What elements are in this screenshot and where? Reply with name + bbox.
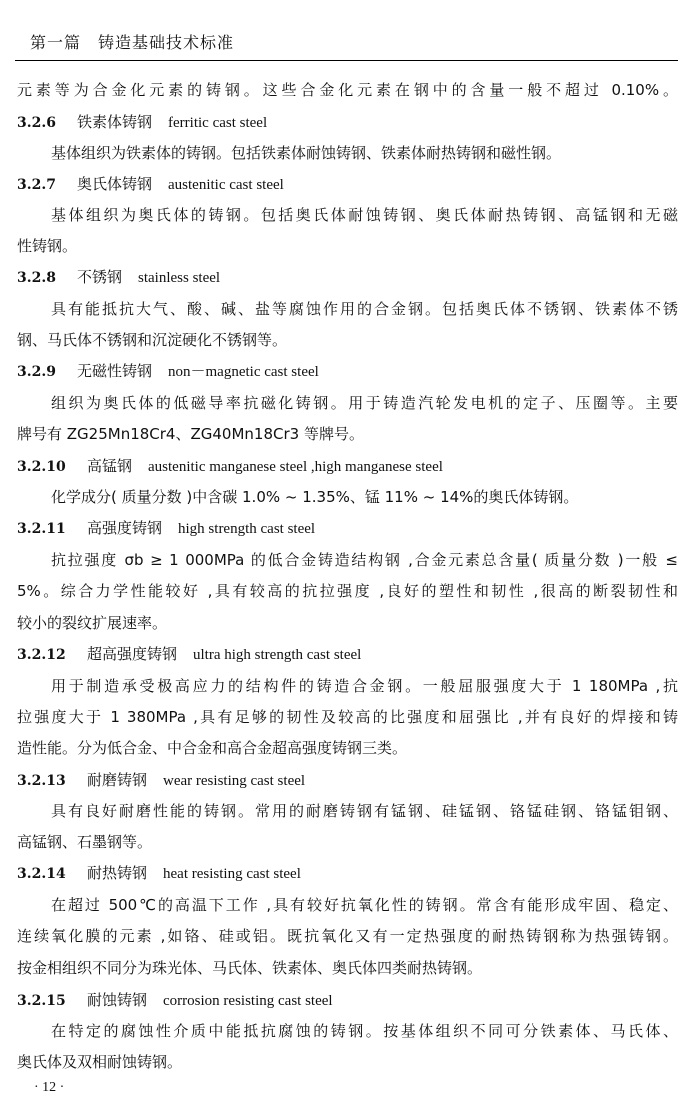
body-line: 具有良好耐磨性能的铸钢。常用的耐磨铸钢有锰钢、硅锰钢、铬锰硅钢、铬锰钼钢、 (51, 802, 678, 820)
term-chinese: 不锈钢 (77, 268, 123, 286)
section-heading (17, 769, 678, 791)
body-line: 在特定的腐蚀性介质中能抵抗腐蚀的铸钢。按基体组织不同可分铁素体、马氏体、 (51, 1022, 678, 1040)
page-number: · 12 · (34, 1080, 65, 1095)
body-line: 奥氏体及双相耐蚀铸钢。 (17, 1053, 183, 1071)
term-english: ferritic cast steel (168, 115, 268, 131)
section-number: 3.2.8 (17, 270, 56, 286)
section-number: 3.2.10 (17, 459, 66, 475)
term-english: corrosion resisting cast steel (163, 993, 333, 1009)
body-line: 牌号有 ZG25Mn18Cr4、ZG40Mn18Cr3 等牌号。 (17, 425, 364, 443)
body-line: 较小的裂纹扩展速率。 (17, 614, 168, 632)
body-line: 按金相组织不同分为珠光体、马氏体、铁素体、奥氏体四类耐热铸钢。 (17, 959, 483, 977)
section-number: 3.2.14 (17, 866, 66, 882)
body-line: 基体组织为铁素体的铸钢。包括铁素体耐蚀铸钢、铁素体耐热铸钢和磁性钢。 (51, 144, 562, 162)
term-chinese: 耐蚀铸钢 (87, 991, 148, 1009)
body-line: 元素等为合金化元素的铸钢。这些合金化元素在钢中的含量一般不超过 0.10%。 (17, 81, 678, 99)
term-english: stainless steel (138, 270, 221, 286)
term-english: high strength cast steel (178, 521, 316, 537)
section-heading (17, 266, 678, 288)
section-heading (17, 862, 678, 884)
section-heading (17, 643, 678, 665)
section-number: 3.2.15 (17, 993, 66, 1009)
body-line: 连续氧化膜的元素 ,如铬、硅或铝。既抗氧化又有一定热强度的耐热铸钢称为热强铸钢。 (17, 927, 678, 945)
section-heading (17, 989, 678, 1011)
body-line: 用于制造承受极高应力的结构件的铸造合金钢。一般屈服强度大于 1 180MPa ,抗 (51, 677, 678, 695)
term-chinese: 耐热铸钢 (87, 864, 148, 882)
section-heading (17, 360, 678, 382)
body-line: 抗拉强度 σb ≥ 1 000MPa 的低合金铸造结构钢 ,合金元素总含量( 质量分数 )一般 ≤ (51, 551, 678, 569)
section-number: 3.2.6 (17, 115, 56, 131)
section-heading (17, 111, 678, 133)
body-line: 具有能抵抗大气、酸、碱、盐等腐蚀作用的合金钢。包括奥氏体不锈钢、铁素体不锈 (51, 300, 678, 318)
header-rule (15, 60, 678, 61)
body-line: 性铸钢。 (17, 237, 78, 255)
body-line: 5%。综合力学性能较好 ,具有较高的抗拉强度 ,良好的塑性和韧性 ,很高的断裂韧性和 (17, 582, 678, 600)
term-chinese: 奥氏体铸钢 (77, 175, 153, 193)
section-heading (17, 517, 678, 539)
section-number: 3.2.11 (17, 521, 66, 537)
section-number: 3.2.13 (17, 773, 66, 789)
section-number: 3.2.7 (17, 177, 56, 193)
term-english: austenitic cast steel (168, 177, 284, 193)
section-heading (17, 173, 678, 195)
term-chinese: 高锰钢 (87, 457, 133, 475)
term-chinese: 铁素体铸钢 (77, 113, 153, 131)
running-header: 第一篇 铸造基础技术标准 (30, 33, 235, 52)
body-line: 基体组织为奥氏体的铸钢。包括奥氏体耐蚀铸钢、奥氏体耐热铸钢、高锰钢和无磁 (51, 206, 678, 224)
section-number: 3.2.12 (17, 647, 66, 663)
section-heading (17, 455, 678, 477)
body-line: 高锰钢、石墨钢等。 (17, 833, 153, 851)
term-chinese: 高强度铸钢 (87, 519, 163, 537)
term-english: non－magnetic cast steel (168, 364, 319, 380)
term-chinese: 无磁性铸钢 (77, 362, 153, 380)
body-line: 钢、马氏体不锈钢和沉淀硬化不锈钢等。 (17, 331, 288, 349)
term-chinese: 超高强度铸钢 (87, 645, 178, 663)
term-english: heat resisting cast steel (163, 866, 301, 882)
term-english: wear resisting cast steel (163, 773, 306, 789)
term-english: ultra high strength cast steel (193, 647, 362, 663)
body-line: 拉强度大于 1 380MPa ,具有足够的韧性及较高的比强度和屈强比 ,并有良好的焊接和铸 (17, 708, 678, 726)
body-line: 在超过 500℃的高温下工作 ,具有较好抗氧化性的铸钢。常含有能形成牢固、稳定、 (51, 896, 678, 914)
body-line: 化学成分( 质量分数 )中含碳 1.0% ~ 1.35%、锰 11% ~ 14%的奥氏体铸钢。 (51, 488, 579, 506)
term-english: austenitic manganese steel ,high manganese steel (148, 459, 443, 475)
body-line: 组织为奥氏体的低磁导率抗磁化铸钢。用于铸造汽轮发电机的定子、压圈等。主要 (51, 394, 678, 412)
term-chinese: 耐磨铸钢 (87, 771, 148, 789)
section-number: 3.2.9 (17, 364, 56, 380)
body-line: 造性能。分为低合金、中合金和高合金超高强度铸钢三类。 (17, 739, 408, 757)
